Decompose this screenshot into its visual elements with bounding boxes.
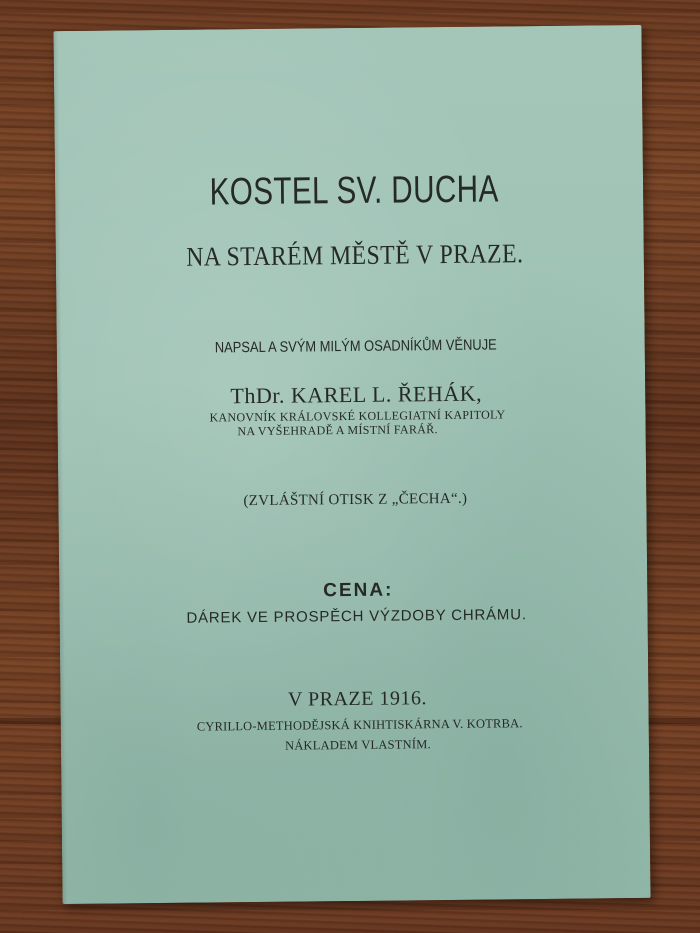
booklet-cover (53, 25, 650, 904)
booklet-spine-edge (53, 31, 67, 904)
cover-title: KOSTEL SV. DUCHA (209, 168, 499, 214)
imprint-place-year: V PRAZE 1916. (287, 687, 428, 711)
reprint-note: (ZVLÁŠTNÍ OTISK Z „ČECHA“.) (243, 490, 468, 510)
dedication-line: NAPSAL A SVÝM MILÝM OSADNÍKŮM VĚNUJE (214, 336, 497, 357)
author-title-line-2: NA VYŠEHRADĚ A MÍSTNÍ FARÁŘ. (237, 422, 438, 439)
imprint-publisher: NÁKLADEM VLASTNÍM. (284, 737, 431, 753)
author-title-line-1: KANOVNÍK KRÁLOVSKÉ KOLLEGIATNÍ KAPITOLY (209, 407, 506, 425)
imprint-printer: CYRILLO-METHODĚJSKÁ KNIHTISKÁRNA V. KOTRBA. (196, 716, 523, 734)
price-text: DÁREK VE PROSPĚCH VÝZDOBY CHRÁMU. (186, 606, 527, 627)
price-label: CENA: (323, 579, 394, 602)
cover-subtitle: NA STARÉM MĚSTĚ V PRAZE. (186, 238, 524, 272)
author-name: ThDr. KAREL L. ŘEHÁK, (230, 380, 483, 409)
